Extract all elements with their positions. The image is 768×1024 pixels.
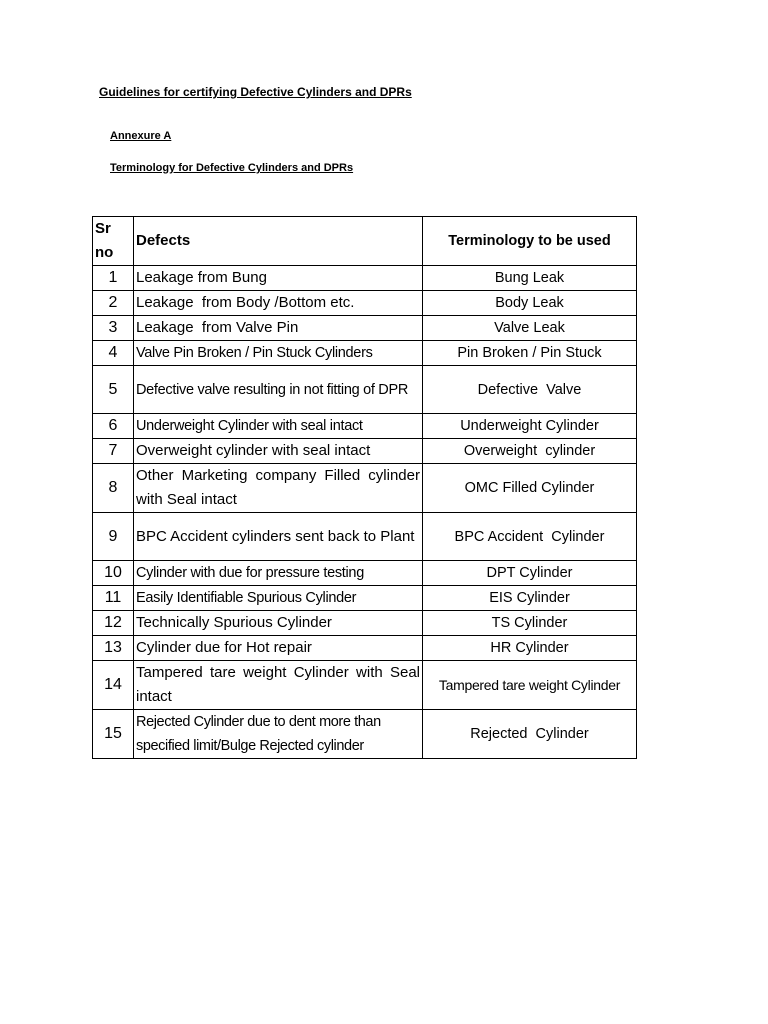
table-row [93, 710, 637, 759]
row-sr-no: 13 [93, 636, 134, 661]
row-terminology: Valve Leak [423, 316, 637, 341]
table-row [93, 291, 637, 316]
table-row [93, 513, 637, 561]
table-row [93, 414, 637, 439]
row-sr-no: 10 [93, 561, 134, 586]
row-defect: Overweight cylinder with seal intact [134, 439, 423, 464]
table-row [93, 611, 637, 636]
row-terminology: Overweight cylinder [423, 439, 637, 464]
row-sr-no: 3 [93, 316, 134, 341]
row-defect: Tampered tare weight Cylinder with Seal intact [134, 661, 423, 710]
table-row [93, 586, 637, 611]
row-terminology: OMC Filled Cylinder [423, 464, 637, 513]
row-defect: Leakage from Valve Pin [134, 316, 423, 341]
row-sr-no: 2 [93, 291, 134, 316]
row-terminology: Defective Valve [423, 366, 637, 414]
row-terminology: Rejected Cylinder [423, 710, 637, 759]
row-sr-no: 11 [93, 586, 134, 611]
row-terminology: Bung Leak [423, 266, 637, 291]
table-row [93, 661, 637, 710]
table-row [93, 316, 637, 341]
table-row [93, 366, 637, 414]
row-terminology: Tampered tare weight Cylinder [423, 661, 637, 710]
row-defect: Technically Spurious Cylinder [134, 611, 423, 636]
table-row [93, 636, 637, 661]
defects-table [92, 216, 637, 759]
row-sr-no: 14 [93, 661, 134, 710]
table-row [93, 464, 637, 513]
row-defect: Cylinder with due for pressure testing [134, 561, 423, 586]
row-defect: Leakage from Bung [134, 266, 423, 291]
row-terminology: Body Leak [423, 291, 637, 316]
header-terminology: Terminology to be used [423, 217, 637, 266]
row-terminology: EIS Cylinder [423, 586, 637, 611]
row-sr-no: 5 [93, 366, 134, 414]
row-sr-no: 1 [93, 266, 134, 291]
row-terminology: Pin Broken / Pin Stuck [423, 341, 637, 366]
row-sr-no: 7 [93, 439, 134, 464]
row-defect: Rejected Cylinder due to dent more than specified limit/Bulge Rejected cylinder [134, 710, 423, 759]
row-terminology: Underweight Cylinder [423, 414, 637, 439]
table-row [93, 341, 637, 366]
annexure-label: Annexure A [110, 130, 172, 142]
row-sr-no: 8 [93, 464, 134, 513]
row-defect: Other Marketing company Filled cylinder with Seal intact [134, 464, 423, 513]
terminology-subheading: Terminology for Defective Cylinders and DPRs [110, 162, 354, 174]
row-defect: Underweight Cylinder with seal intact [134, 414, 423, 439]
table-row [93, 561, 637, 586]
header-defects: Defects [134, 217, 423, 266]
row-sr-no: 12 [93, 611, 134, 636]
row-sr-no: 15 [93, 710, 134, 759]
row-sr-no: 9 [93, 513, 134, 561]
table-row [93, 439, 637, 464]
row-defect: BPC Accident cylinders sent back to Plant [134, 513, 423, 561]
row-defect: Defective valve resulting in not fitting of DPR [134, 366, 423, 414]
row-sr-no: 4 [93, 341, 134, 366]
row-defect: Easily Identifiable Spurious Cylinder [134, 586, 423, 611]
header-sr-no: Sr no [93, 217, 134, 266]
row-sr-no: 6 [93, 414, 134, 439]
table-row [93, 266, 637, 291]
document-heading: Guidelines for certifying Defective Cylinders and DPRs [99, 85, 412, 99]
row-terminology: TS Cylinder [423, 611, 637, 636]
row-terminology: DPT Cylinder [423, 561, 637, 586]
row-terminology: BPC Accident Cylinder [423, 513, 637, 561]
row-defect: Leakage from Body /Bottom etc. [134, 291, 423, 316]
table-header-row [93, 217, 637, 266]
row-terminology: HR Cylinder [423, 636, 637, 661]
row-defect: Cylinder due for Hot repair [134, 636, 423, 661]
row-defect: Valve Pin Broken / Pin Stuck Cylinders [134, 341, 423, 366]
